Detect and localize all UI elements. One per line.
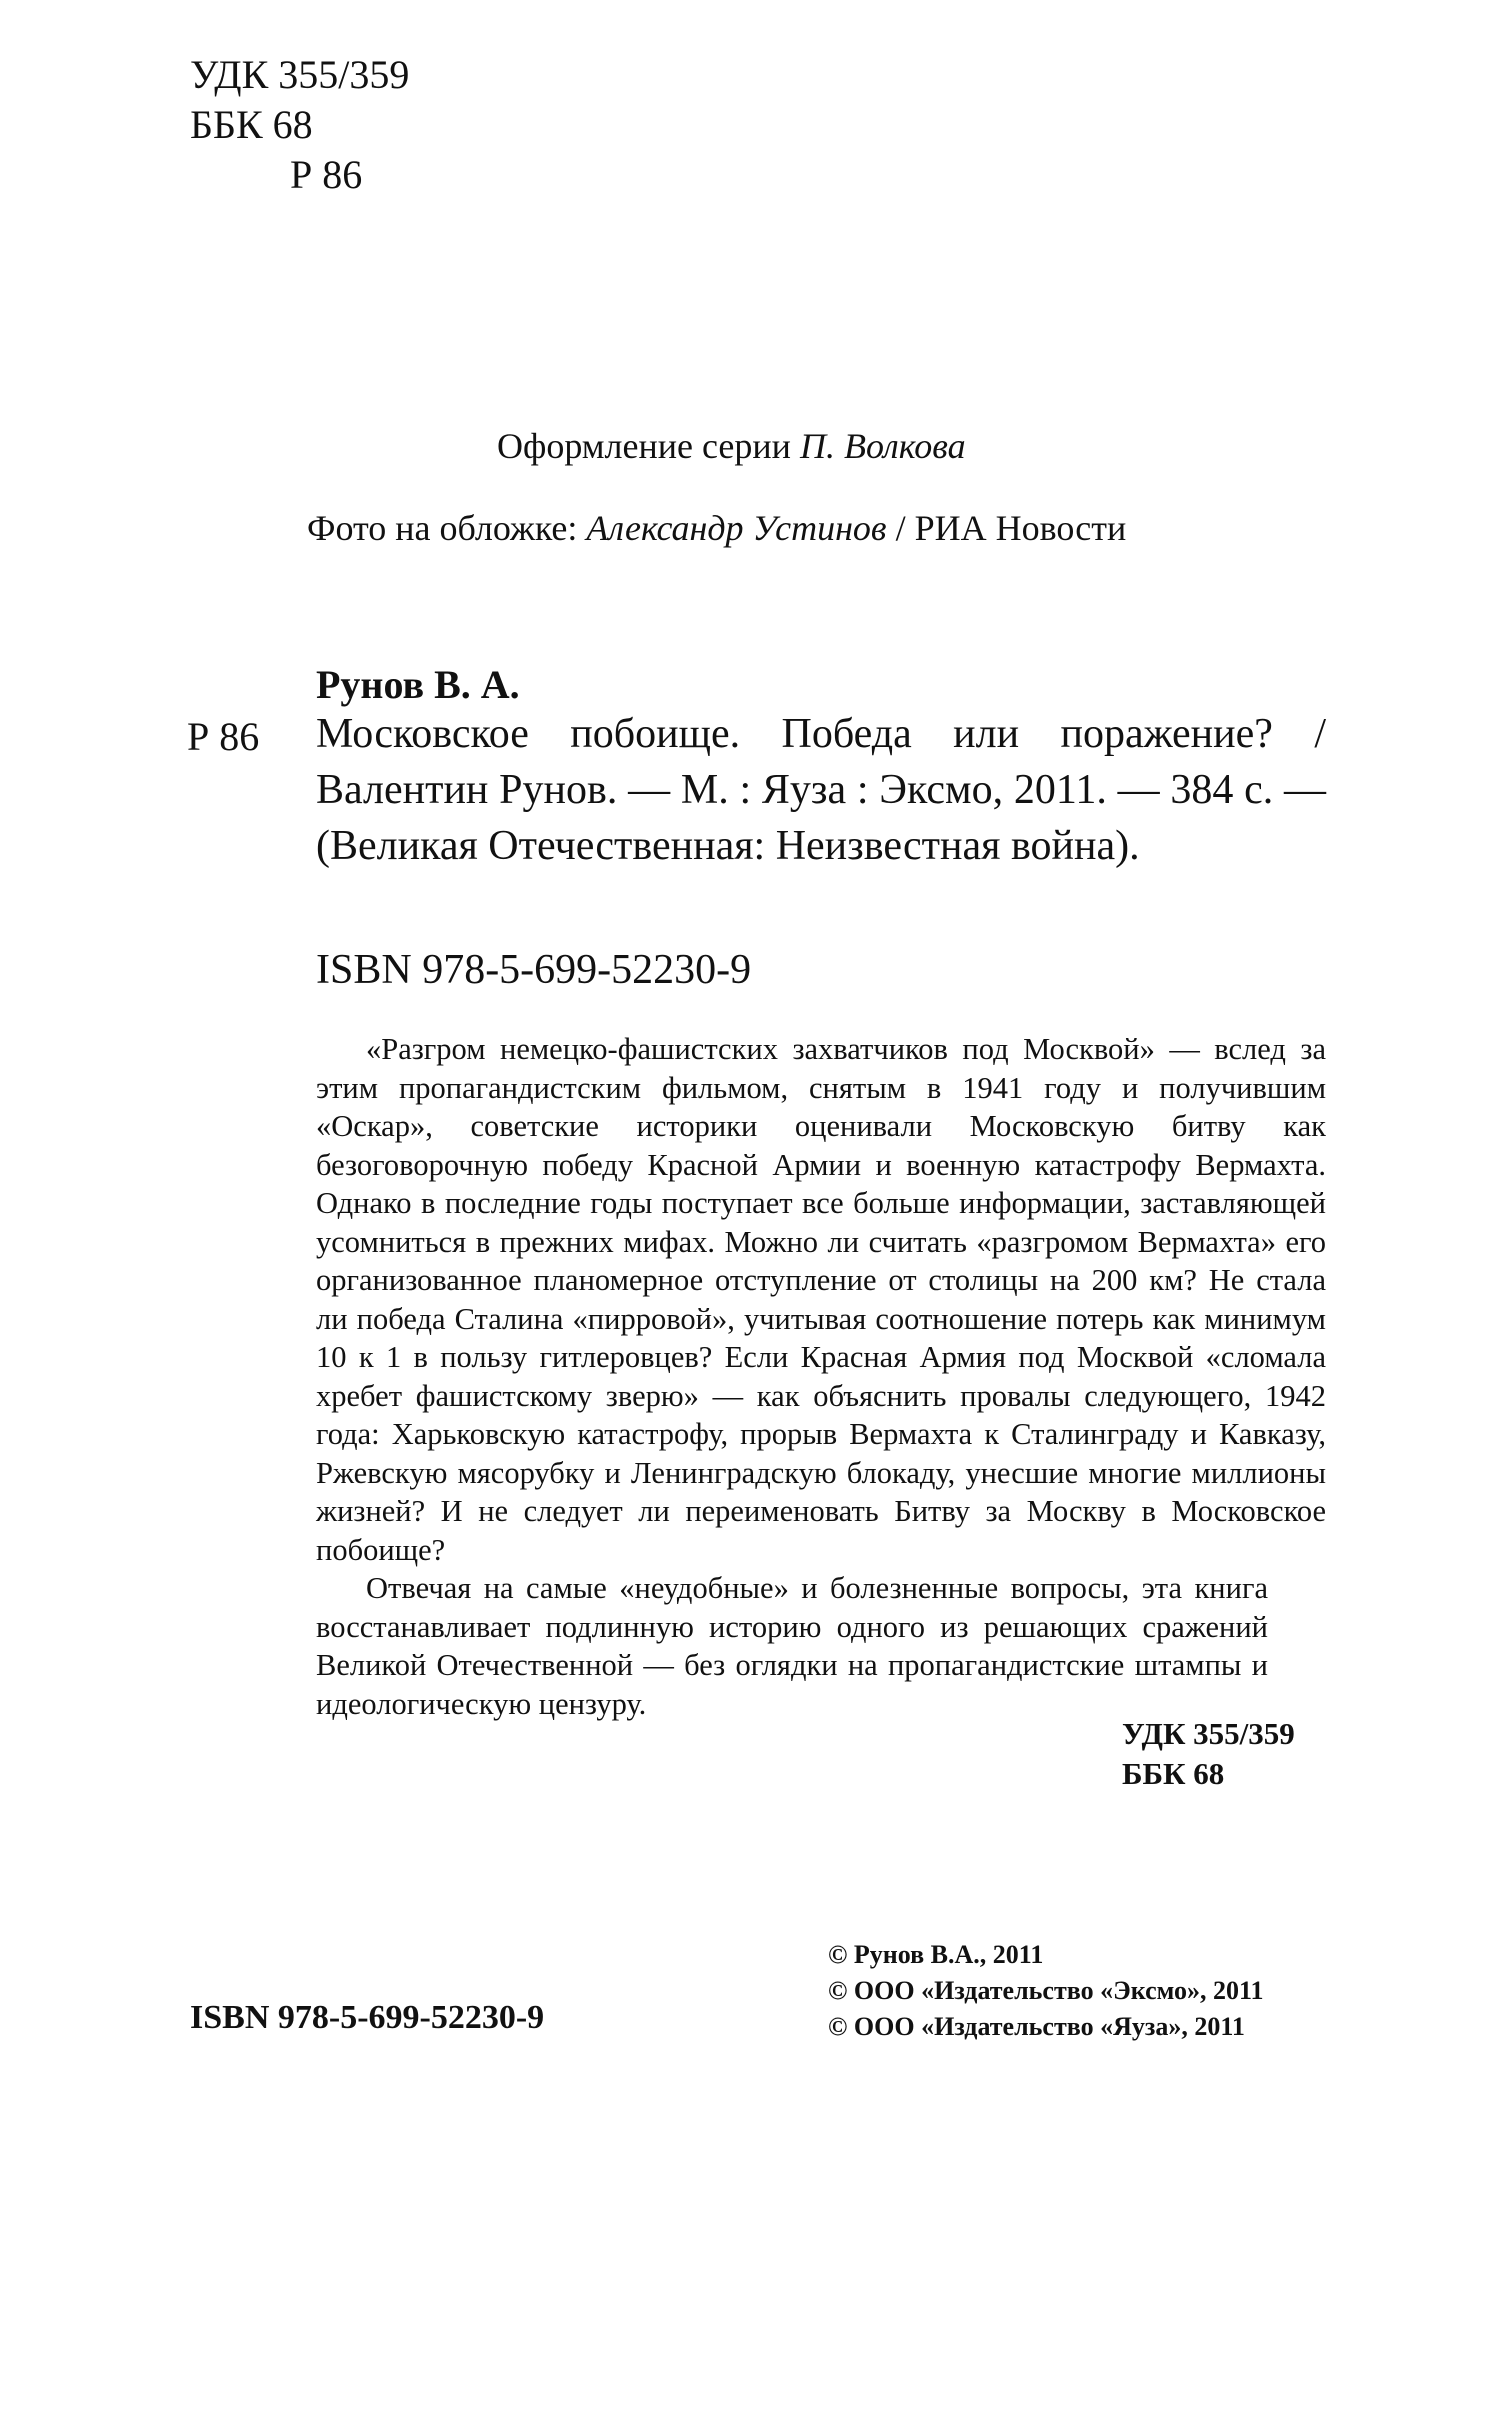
copyright-author: © Рунов В.А., 2011 — [828, 1940, 1044, 1969]
cover-photo-source: / РИА Новости — [895, 508, 1127, 548]
bottom-udk-code: УДК 355/359 — [1122, 1716, 1295, 1751]
cover-photo-credit — [307, 506, 1126, 550]
copyright-yauza: © ООО «Издательство «Яуза», 2011 — [828, 2012, 1245, 2041]
annotation-paragraph-2: Отвечая на самые «неудобные» и болезненные вопросы, эта книга восстанавливает подлинную историю одного из решающих сражений Великой Отечественной — без оглядки на пропагандистские штампы и идеологическую цензуру. — [316, 1571, 1268, 1721]
bbk-code: ББК 68 — [190, 102, 313, 147]
entry-author: Рунов В. А. — [316, 662, 520, 707]
copyright-eksmo: © ООО «Издательство «Эксмо», 2011 — [828, 1976, 1264, 2005]
udk-code: УДК 355/359 — [190, 52, 410, 97]
author-mark: Р 86 — [290, 152, 363, 197]
series-design-label: Оформление серии — [497, 426, 791, 466]
series-design-credit — [497, 424, 966, 468]
bottom-bbk-code: ББК 68 — [1122, 1756, 1225, 1791]
annotation-paragraph-1: «Разгром немецко-фашистских захватчиков под Москвой» — вслед за этим пропагандистским фильмом, снятым в 1941 году и получившим «Оскар», советские историки оценивали Московскую битву как безоговорочную победу Красной Армии и военную катастрофу Вермахта. Однако в последние годы поступает все больше информации, заставляющей усомниться в прежних мифах. Можно ли считать «разгромом Вермахта» его организованное планомерное отступление от столицы на 200 км? Не стала ли победа Сталина «пирровой», учитывая соотношение потерь как минимум 10 к 1 в пользу гитлеровцев? Если Красная Армия под Москвой «сломала хребет фашистскому зверю» — как объяснить провалы следующего, 1942 года: Харьковскую катастрофу, прорыв Вермахта к Сталинграду и Кавказу, Ржевскую мясорубку и Ленинградскую блокаду, унесшие многие миллионы жизней? И не следует ли переименовать Битву за Москву в Московское побоище? — [316, 1032, 1326, 1567]
footer-isbn: ISBN 978-5-699-52230-9 — [190, 1999, 545, 2036]
bibliographic-text: Московское побоище. Победа или поражение? / Валентин Рунов. — М. : Яуза : Эксмо, 2011. — 384 с. — (Великая Отечественная: Неизвестная война). — [316, 711, 1326, 869]
entry-isbn: ISBN 978-5-699-52230-9 — [316, 947, 752, 993]
annotation — [316, 1030, 1326, 1723]
cover-photo-label: Фото на обложке: — [307, 508, 578, 548]
cover-photo-author: Александр Устинов — [586, 508, 887, 548]
bibliographic-description — [316, 706, 1326, 874]
entry-author-mark: Р 86 — [187, 714, 260, 759]
series-design-name: П. Волкова — [799, 426, 966, 466]
